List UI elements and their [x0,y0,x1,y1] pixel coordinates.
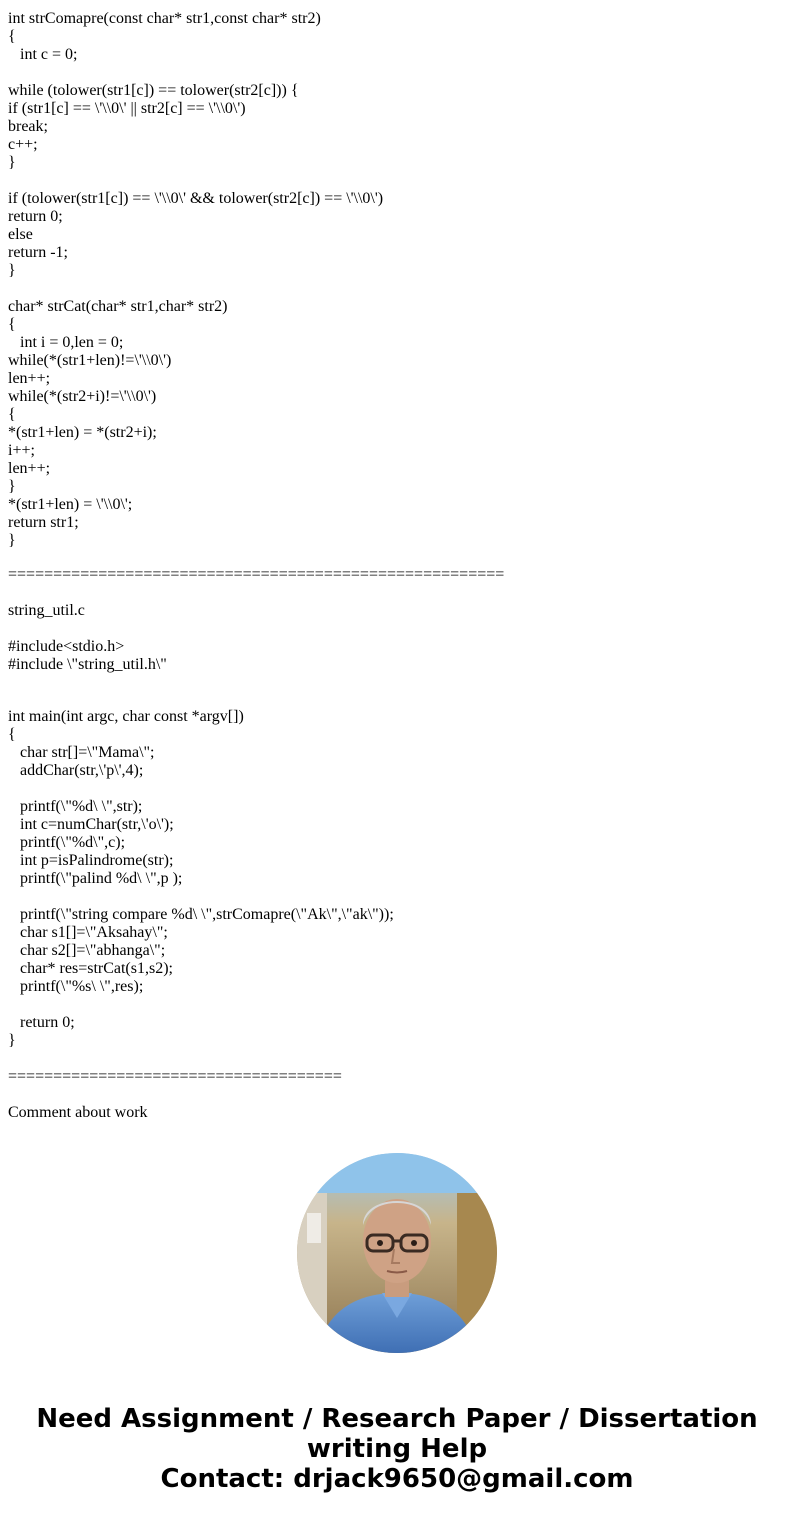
code-line [8,780,788,798]
code-line: printf(\"string compare %d\ \",strComapre(\"Ak\",\"ak\")); [8,906,394,923]
code-line: char s2[]=\"abhanga\"; [8,942,166,959]
code-block-string-functions [8,10,788,550]
code-line: int c=numChar(str,\'o\'); [8,816,174,833]
code-line [8,280,788,298]
code-line: return -1; [8,244,68,261]
code-line: if (tolower(str1[c]) == \'\\0\' && tolower(str2[c]) == \'\\0\') [8,190,384,207]
code-line: if (str1[c] == \'\\0\' || str2[c] == \'\\0\') [8,100,246,117]
code-line: char str[]=\"Mama\"; [8,744,155,761]
code-line: int c = 0; [8,46,78,63]
code-line: len++; [8,370,51,387]
code-line: { [8,316,16,333]
code-line: char s1[]=\"Aksahay\"; [8,924,168,941]
code-line: } [8,262,16,279]
code-line [8,888,788,906]
code-line: while (tolower(str1[c]) == tolower(str2[c])) { [8,82,299,99]
code-line: *(str1+len) = \'\\0\'; [8,496,133,513]
code-line: *(str1+len) = *(str2+i); [8,424,157,441]
code-line: char* strCat(char* str1,char* str2) [8,298,228,315]
separator-line-2: ===================================== [8,1068,342,1085]
code-line: { [8,406,16,423]
document-body [8,10,788,1122]
promo-line-2: writing Help [306,1434,488,1464]
code-line: { [8,28,16,45]
code-line: len++; [8,460,51,477]
include-line: #include<stdio.h> [8,638,125,655]
code-line: i++; [8,442,35,459]
code-line: while(*(str2+i)!=\'\\0\') [8,388,157,405]
code-line: printf(\"palind %d\ \",p ); [8,870,183,887]
code-line: printf(\"%d\",c); [8,834,126,851]
code-line [8,64,788,82]
code-line: return str1; [8,514,79,531]
promo-banner [0,1404,794,1494]
code-block-main [8,708,788,1050]
include-line: #include \"string_util.h\" [8,656,167,673]
code-line: int main(int argc, char const *argv[]) [8,708,244,725]
code-line [8,172,788,190]
code-line: return 0; [8,208,63,225]
code-line: } [8,154,16,171]
code-line: while(*(str1+len)!=\'\\0\') [8,352,172,369]
code-line: char* res=strCat(s1,s2); [8,960,173,977]
code-line: break; [8,118,48,135]
code-line: printf(\"%d\ \",str); [8,798,143,815]
separator-line: ======================================================= [8,566,505,583]
code-line: c++; [8,136,38,153]
code-line: } [8,532,16,549]
comment-label: Comment about work [8,1104,148,1121]
filename-label: string_util.c [8,602,85,619]
promo-line-3: Contact: drjack9650@gmail.com [160,1464,634,1494]
code-line: } [8,1032,16,1049]
code-line: { [8,726,16,743]
code-line: addChar(str,\'p\',4); [8,762,144,779]
code-line: printf(\"%s\ \",res); [8,978,144,995]
author-avatar [297,1153,497,1353]
code-line: int p=isPalindrome(str); [8,852,174,869]
code-line [8,996,788,1014]
code-line: int i = 0,len = 0; [8,334,124,351]
promo-line-1: Need Assignment / Research Paper / Dissertation [36,1404,758,1434]
code-line: return 0; [8,1014,75,1031]
code-line: else [8,226,33,243]
include-directives [8,638,788,674]
code-line: } [8,478,16,495]
code-line: int strComapre(const char* str1,const char* str2) [8,10,321,27]
